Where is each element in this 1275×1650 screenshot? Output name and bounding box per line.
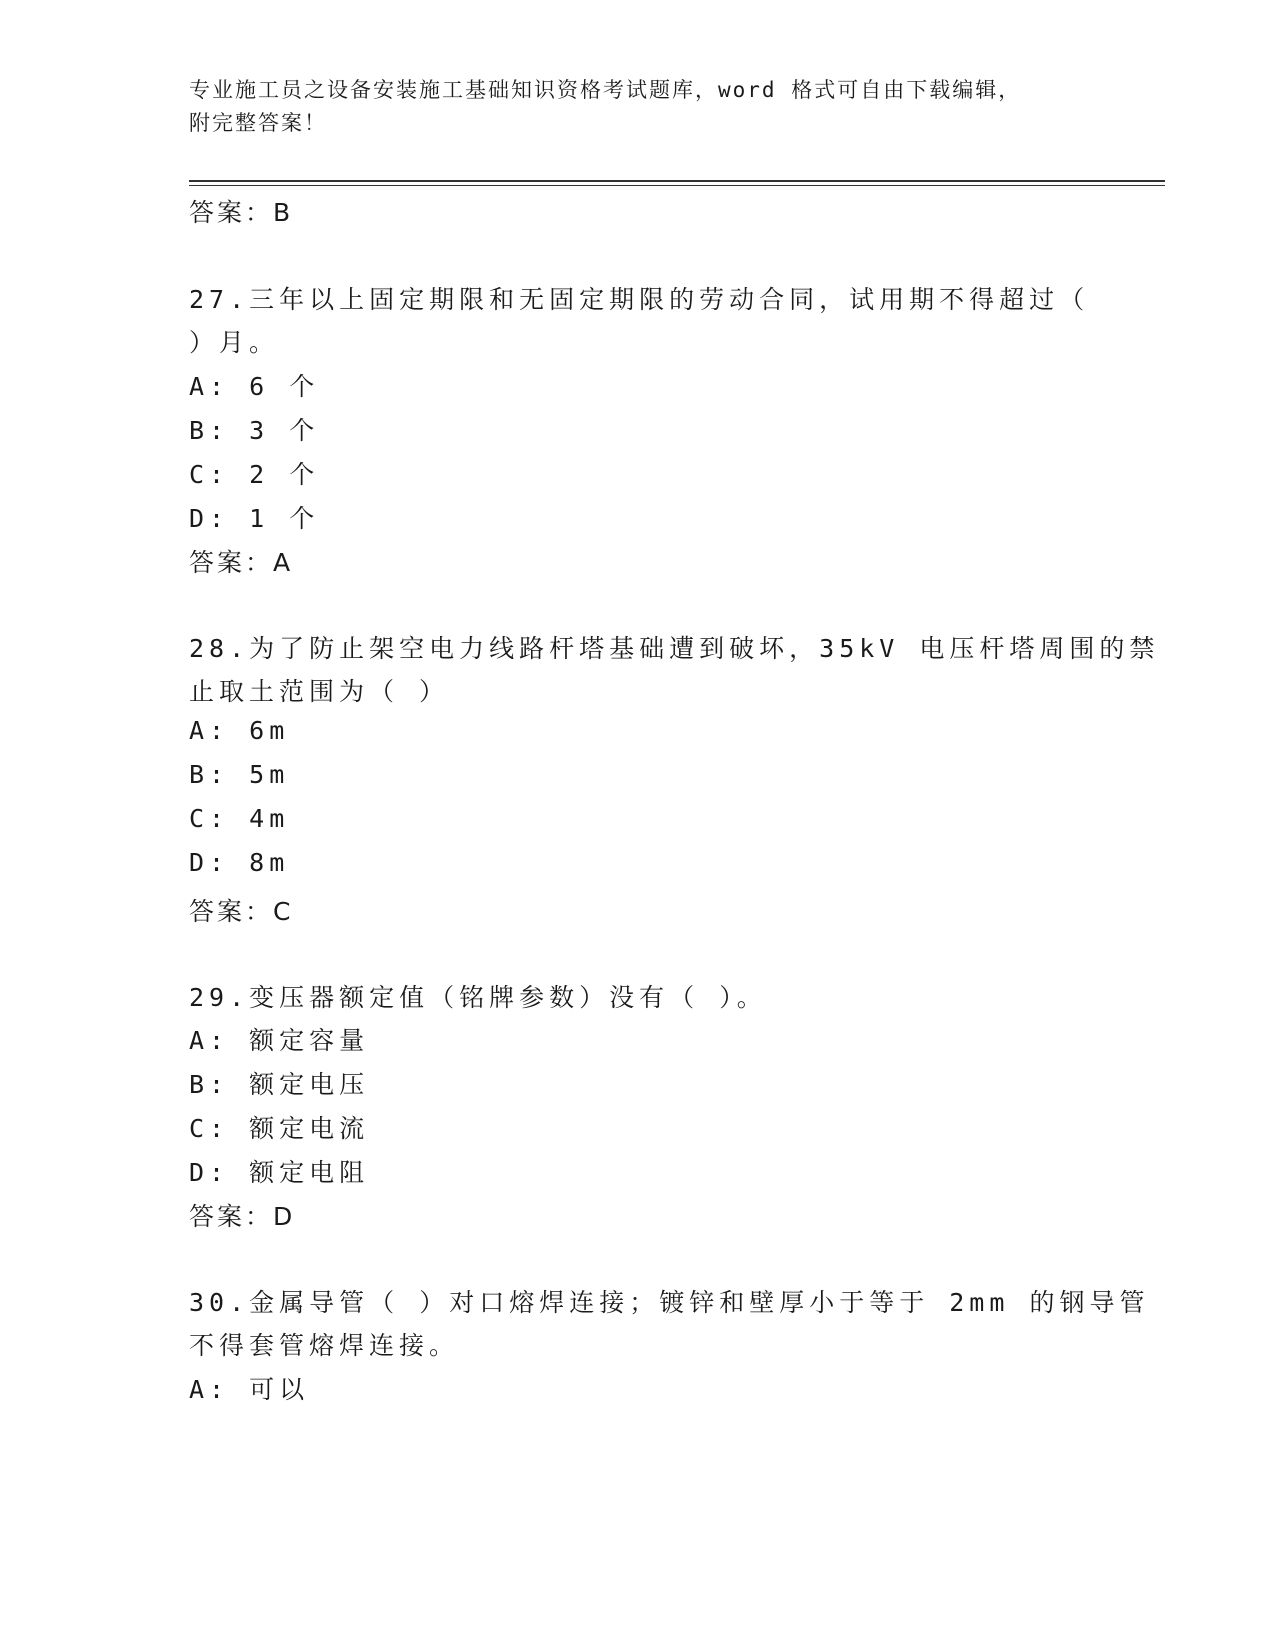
q28-option-a: A: 6m xyxy=(189,716,290,745)
q29-option-a: A: 额定容量 xyxy=(189,1026,370,1055)
q30-option-a: A: 可以 xyxy=(189,1375,310,1404)
q28-stem-line-2: 止取土范围为（ ） xyxy=(189,677,450,706)
q30-stem-line-1: 30.金属导管（ ）对口熔焊连接；镀锌和壁厚小于等于 2mm 的钢导管 xyxy=(189,1288,1150,1317)
q28-option-c: C: 4m xyxy=(189,804,290,833)
q28-option-d: D: 8m xyxy=(189,848,290,877)
q27-stem-line-1: 27.三年以上固定期限和无固定期限的劳动合同，试用期不得超过（ xyxy=(189,285,1090,314)
q29-option-b: B: 额定电压 xyxy=(189,1070,370,1099)
q29-option-c: C: 额定电流 xyxy=(189,1114,370,1143)
q27-option-c: C: 2 个 xyxy=(189,460,320,489)
answer-prev: 答案：B xyxy=(189,198,294,227)
q30-stem-line-2: 不得套管熔焊连接。 xyxy=(189,1331,460,1360)
header-line-1: 专业施工员之设备安装施工基础知识资格考试题库，word 格式可自由下载编辑， xyxy=(189,78,1022,102)
document-header xyxy=(189,74,1089,140)
q28-stem-line-1: 28.为了防止架空电力线路杆塔基础遭到破坏，35kV 电压杆塔周围的禁 xyxy=(189,634,1160,663)
q28-option-b: B: 5m xyxy=(189,760,290,789)
q29-option-d: D: 额定电阻 xyxy=(189,1158,370,1187)
q27-option-b: B: 3 个 xyxy=(189,416,320,445)
q27-option-d: D: 1 个 xyxy=(189,504,320,533)
header-line-2: 附完整答案！ xyxy=(189,111,327,135)
q29-answer: 答案：D xyxy=(189,1202,296,1231)
q27-answer: 答案：A xyxy=(189,548,294,577)
q28-answer: 答案：C xyxy=(189,897,294,926)
header-rule-thin xyxy=(189,185,1165,186)
header-rule-thick xyxy=(189,180,1165,182)
q29-stem-line-1: 29.变压器额定值（铭牌参数）没有（ ）。 xyxy=(189,983,767,1012)
q27-stem-line-2: ）月。 xyxy=(189,328,280,357)
q27-option-a: A: 6 个 xyxy=(189,372,320,401)
